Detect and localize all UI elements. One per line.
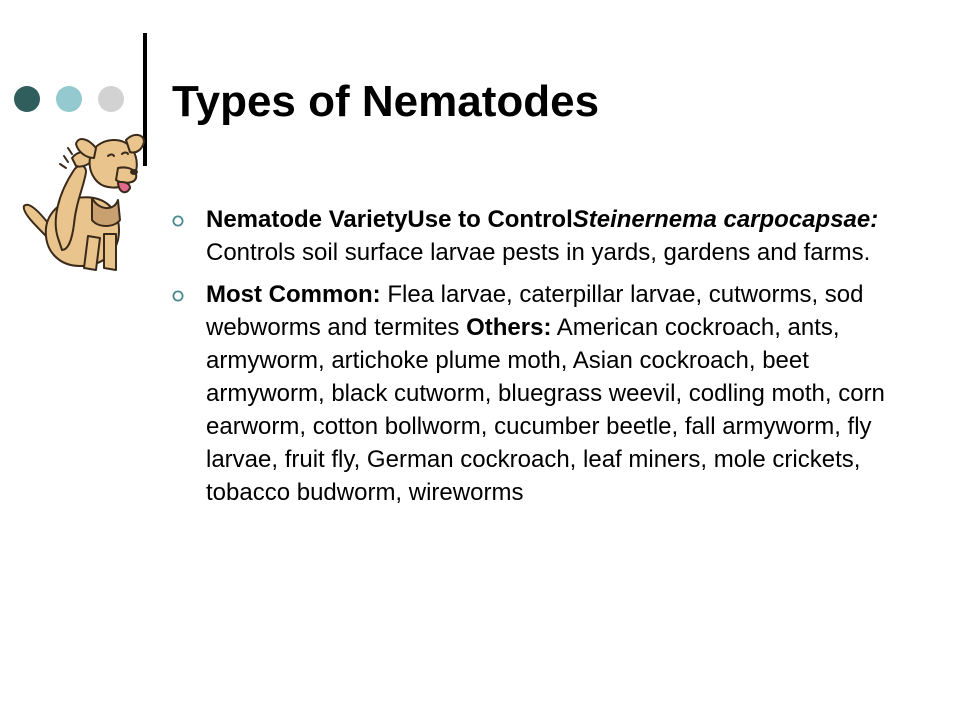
decorative-dots [14,86,124,116]
bullet-item-pest-list [172,278,912,509]
ring-bullet-icon [172,290,184,302]
ring-bullet-icon [172,215,184,227]
species-name: Steinernema carpocapsae: [572,206,879,233]
others-label: Others: [466,314,552,341]
others-text: American cockroach, ants, armyworm, artichoke plume moth, Asian cockroach, beet armyworm, black cutworm, bluegrass weevil, codling moth, corn earworm, cotton bollworm, cucumber beetle, fall armyworm, fly larvae, fruit fly, German cockroach, leaf miners, mole crickets, tobacco budworm, wireworms [206,314,885,506]
gray-dot [98,86,124,112]
bullet-item-nematode-variety [172,203,912,269]
scratching-dog-icon [18,128,150,276]
slide-title: Types of Nematodes [172,77,600,126]
most-common-text: Flea larvae, caterpillar larvae, cutworms, sod webworms and termites [206,281,864,341]
bullet-body-text: Controls soil surface larvae pests in yards, gardens and farms. [206,239,871,266]
light-teal-dot [56,86,82,112]
most-common-label: Most Common: [206,281,381,308]
bullet-bold-text: Nematode VarietyUse to Control [206,206,573,233]
dark-teal-dot [14,86,40,112]
bullet-list [172,203,912,518]
